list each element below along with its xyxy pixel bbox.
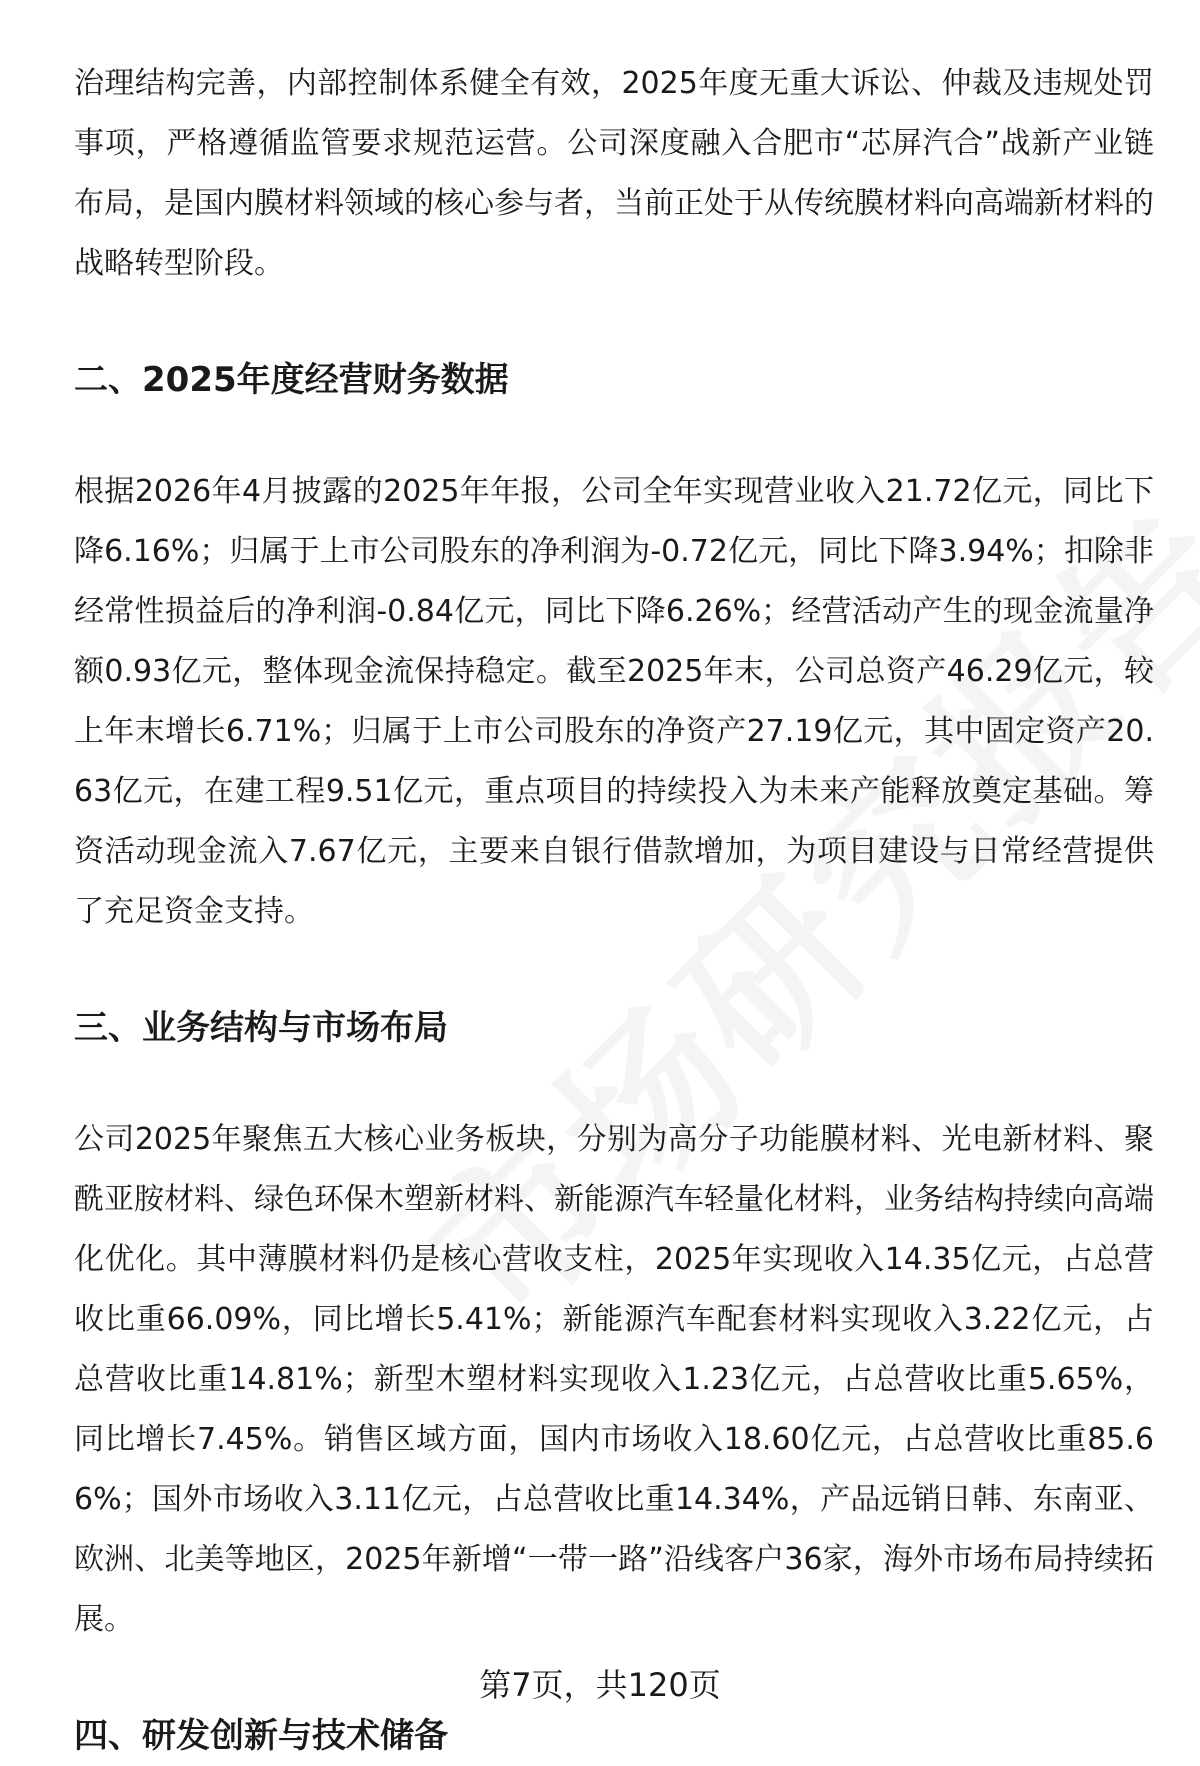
- intro-paragraph: 治理结构完善，内部控制体系健全有效，2025年度无重大诉讼、仲裁及违规处罚事项，严格遵循监管要求规范运营。公司深度融入合肥市“芯屏汽合”战新产业链布局，是国内膜材料领域的核心参与者，当前正处于从传统膜材料向高端新材料的战略转型阶段。: [74, 66, 1154, 281]
- business-structure-paragraph: 公司2025年聚焦五大核心业务板块，分别为高分子功能膜材料、光电新材料、聚酰亚胺材料、绿色环保木塑新材料、新能源汽车轻量化材料，业务结构持续向高端化优化。其中薄膜材料仍是核心营收支柱，2025年实现收入14.35亿元，占总营收比重66.09%，同比增长5.41%；新能源汽车配套材料实现收入3.22亿元，占总营收比重14.81%；新型木塑材料实现收入1.23亿元，占总营收比重5.65%，同比增长7.45%。销售区域方面，国内市场收入18.60亿元，占总营收比重85.66%；国外市场收入3.11亿元，占总营收比重14.34%，产品远销日韩、东南亚、欧洲、北美等地区，2025年新增“一带一路”沿线客户36家，海外市场布局持续拓展。: [74, 1122, 1154, 1637]
- page-number-label: 第7页，共120页: [479, 1666, 721, 1704]
- section-heading-rd-innovation: 四、研发创新与技术储备: [74, 1716, 448, 1756]
- section-heading-business-structure: 三、业务结构与市场布局: [74, 1008, 448, 1048]
- financial-data-paragraph: 根据2026年4月披露的2025年年报，公司全年实现营业收入21.72亿元，同比下降6.16%；归属于上市公司股东的净利润为-0.72亿元，同比下降3.94%；扣除非经常性损益后的净利润-0.84亿元，同比下降6.26%；经营活动产生的现金流量净额0.93亿元，整体现金流保持稳定。截至2025年末，公司总资产46.29亿元，较上年末增长6.71%；归属于上市公司股东的净资产27.19亿元，其中固定资产20.63亿元，在建工程9.51亿元，重点项目的持续投入为未来产能释放奠定基础。筹资活动现金流入7.67亿元，主要来自银行借款增加，为项目建设与日常经营提供了充足资金支持。: [74, 474, 1154, 929]
- section-heading-financial-data: 二、2025年度经营财务数据: [74, 360, 509, 400]
- document-content: [74, 54, 1154, 1766]
- page-footer: [0, 1665, 1200, 1705]
